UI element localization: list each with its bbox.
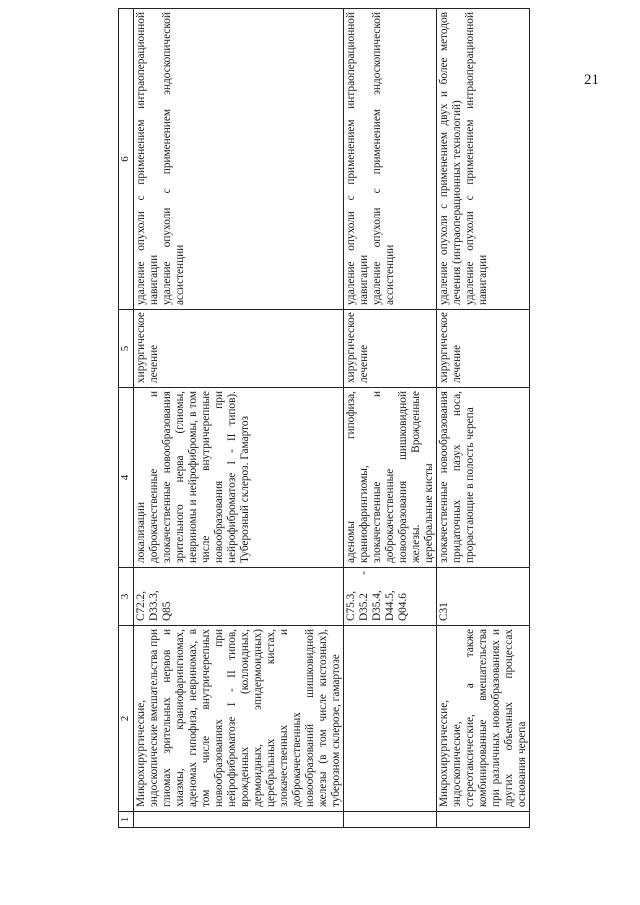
column-header: 1 — [119, 812, 134, 828]
table-cell-col3 — [344, 568, 437, 626]
table-row — [344, 9, 437, 828]
table-cell-col5 — [134, 310, 344, 388]
column-header: 5 — [119, 310, 134, 388]
table-row — [437, 9, 530, 828]
cell-text: удаление опухоли с применением двух и более методов лечения (интраоперационных технологий) удаление опухоли с применением интраоперационной навигации — [438, 12, 489, 305]
table-cell-col3 — [437, 568, 530, 626]
table-cell-col3 — [134, 568, 344, 626]
table-cell-col5 — [344, 310, 437, 388]
page-number: 21 — [584, 72, 599, 88]
table-cell-col4 — [437, 388, 530, 568]
cell-text: хирургическое лечение — [135, 312, 160, 383]
table-cell-col5 — [437, 310, 530, 388]
table-cell-col4 — [344, 388, 437, 568]
table-cell-col2 — [134, 626, 344, 812]
cell-text: удаление опухоли с применением интраоперационной навигации удаление опухоли с применением эндоскопической ассистенции — [345, 12, 396, 305]
table-cell-col1 — [134, 812, 344, 828]
cell-text: злокачественные новообразования придаточных пазух носа, прорастающие в полость черепа — [438, 391, 476, 563]
table-cell-col1 — [344, 812, 437, 828]
table-cell-col6 — [344, 9, 437, 310]
column-header: 3 — [119, 568, 134, 626]
cell-text: аденомы гипофиза, краниофарингиомы, злокачественные и доброкачественные новообразования шишковидной железы. Врожденные церебральные кисты — [345, 391, 435, 563]
table-cell-col6 — [437, 9, 530, 310]
column-header: 4 — [119, 388, 134, 568]
table-cell-col4 — [134, 388, 344, 568]
cell-text: хирургическое лечение — [345, 312, 370, 383]
cell-text: Микрохирургические, эндоскопические, стереотаксические, а также комбинированные вмешательства при различных новообразованиях и других объемных процессах основания черепа — [438, 629, 528, 807]
cell-text: C72.2, D33.3, Q85 — [135, 590, 173, 621]
cell-text: C75.3, D35.2 - D35.4, D44.5, Q04.6 — [345, 571, 409, 621]
cell-text: C31 — [438, 602, 450, 621]
rotated-table-area — [118, 8, 588, 828]
cell-text: Микрохирургические, эндоскопические вмешательства при глиомах зрительных нервов и хиазмы, краниофарингиомах, аденомах гипофиза, невриномах, в том числе внутричерепных новообразованиях при нейрофиброматозе I - II типов, врожденных (коллоидных, дермоидных, эпидермоидных) церебральных кистах, злокачественных и доброкачественных новообразований шишковидной железы (в том числе кистозных), туберозном склерозе, гамартозе — [135, 629, 342, 807]
table-body — [134, 9, 530, 828]
column-header: 2 — [119, 626, 134, 812]
table-row — [134, 9, 344, 828]
table-cell-col1 — [437, 812, 530, 828]
column-header: 6 — [119, 9, 134, 310]
cell-text: локализации доброкачественные и злокачественные новообразования зрительного нерва (глиомы, невриномы и нейрофибромы, в том числе внутричерепные новообразования при нейрофиброматозе I - II типов). Туберозный склероз. Гамартоз — [135, 391, 251, 563]
table-cell-col6 — [134, 9, 344, 310]
cell-text: хирургическое лечение — [438, 312, 463, 383]
table-cell-col2 — [344, 626, 437, 812]
medical-procedures-table — [118, 8, 530, 828]
cell-text: удаление опухоли с применением интраоперационной навигации удаление опухоли с применением эндоскопической ассистенции — [135, 12, 186, 305]
table-header-row — [119, 9, 134, 828]
table-cell-col2 — [437, 626, 530, 812]
